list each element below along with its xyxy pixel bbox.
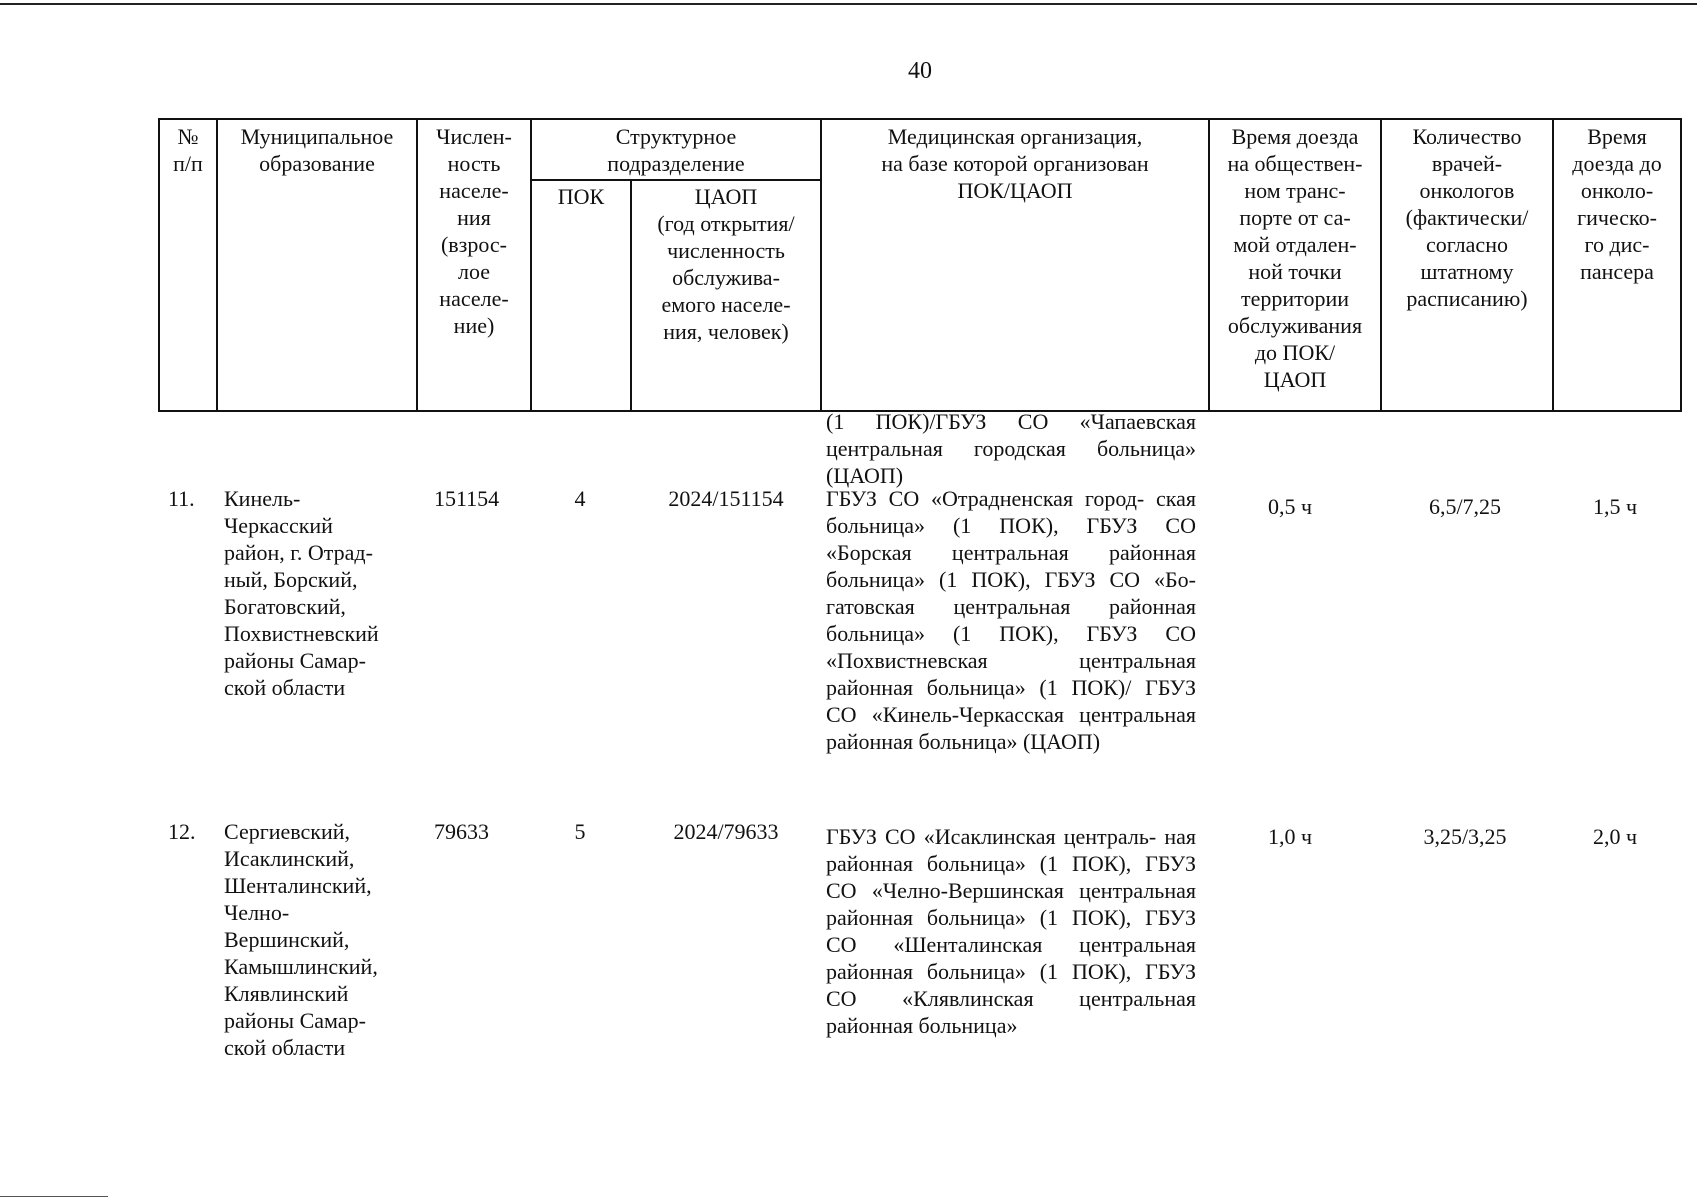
header-municipality [218, 120, 418, 410]
row-population: 151154 [434, 486, 500, 511]
row-number: 11. [168, 486, 195, 511]
page-number: 40 [908, 58, 932, 84]
header-dispensary-time [1554, 120, 1680, 410]
header-municipality-label: Муниципальное образование [240, 124, 394, 176]
header-population [418, 120, 532, 410]
header-organization-label: Медицинская организация, на базе которой организован ПОК/ЦАОП [881, 124, 1149, 203]
top-rule [0, 3, 1697, 5]
header-pok: ПОК [532, 181, 632, 410]
row-municipality: Сергиевский, Исаклинский, Шенталинский, Челно- Вершинский, Камышлинский, Клявлинский районы Самар- ской области [224, 819, 378, 1060]
row-pok-count: 4 [574, 486, 586, 511]
row-caop: 2024/79633 [673, 819, 779, 844]
carryover-organization-text: (1 ПОК)/ГБУЗ СО «Чапаевская центральная городская больница» (ЦАОП) [826, 409, 1196, 488]
header-oncologists [1382, 120, 1554, 410]
row-caop: 2024/151154 [668, 486, 784, 511]
footnote-rule [0, 1196, 108, 1197]
header-organization [822, 120, 1210, 410]
row-organization: ГБУЗ СО «Исаклинская централь- ная районная больница» (1 ПОК), ГБУЗ СО «Челно-Вершинская центральная районная больница» (1 ПОК), ГБУЗ СО «Шенталинская центральная районная больница» (1 ПОК), ГБУЗ СО «Клявлинская центральная районная больница» [826, 824, 1196, 1038]
header-caop: ЦАОП (год открытия/ численность обслужива- емого населе- ния, человек) [657, 184, 795, 344]
row-travel-time: 1,0 ч [1267, 824, 1313, 849]
row-oncologists: 6,5/7,25 [1428, 494, 1502, 519]
header-population-label: Числен- ность населе- ния (взрос- лое населе- ние) [436, 124, 512, 338]
header-oncologists-label: Количество врачей- онкологов (фактически/ согласно штатному расписанию) [1405, 124, 1529, 311]
table-header [158, 118, 1682, 412]
row-oncologists: 3,25/3,25 [1423, 824, 1507, 849]
row-number: 12. [168, 819, 196, 844]
row-population: 79633 [434, 819, 489, 844]
header-travel-time-label: Время доезда на обществен- ном транс- порте от са- мой отдален- ной точки территории обслуживания до ПОК/ ЦАОП [1227, 124, 1363, 392]
row-municipality: Кинель- Черкасский район, г. Отрад- ный, Борский, Богатовский, Похвистневский районы Самар- ской области [224, 486, 379, 700]
header-num [160, 120, 218, 410]
row-dispensary-time: 1,5 ч [1592, 494, 1638, 519]
header-num-label: № п/п [173, 124, 203, 176]
row-dispensary-time: 2,0 ч [1592, 824, 1638, 849]
row-pok-count: 5 [574, 819, 586, 844]
header-structural-unit [532, 120, 822, 410]
header-dispensary-time-label: Время доезда до онколо- гическо- го дис- пансера [1572, 124, 1662, 284]
header-travel-time [1210, 120, 1382, 410]
header-structural-label: Структурное подразделение [607, 124, 745, 176]
row-organization: ГБУЗ СО «Отрадненская город- ская больница» (1 ПОК), ГБУЗ СО «Борская центральная районная больница» (1 ПОК), ГБУЗ СО «Бо- гатовская центральная районная больница» (1 ПОК), ГБУЗ СО «Похвистневская центральная районная больница» (1 ПОК)/ ГБУЗ СО «Кинель-Черкасская центральная районная больница» (ЦАОП) [826, 486, 1196, 754]
row-travel-time: 0,5 ч [1267, 494, 1313, 519]
